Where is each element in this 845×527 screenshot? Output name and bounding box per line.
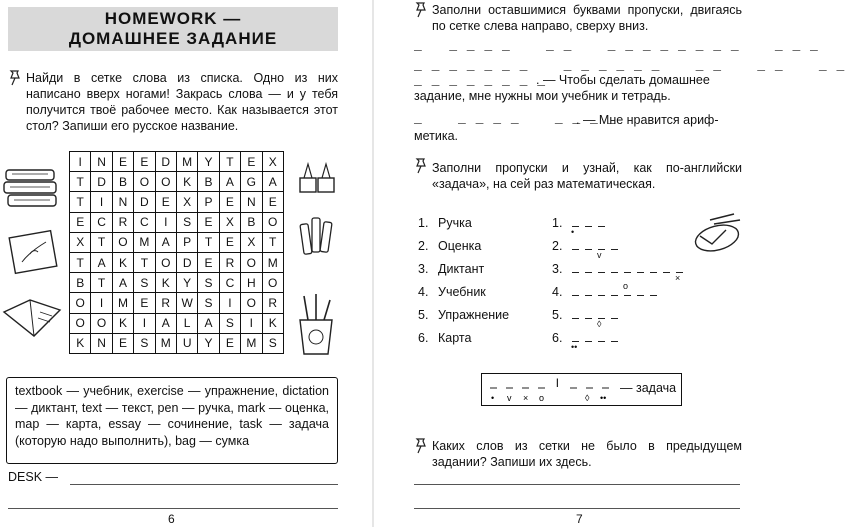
grid-cell[interactable]: N: [112, 192, 133, 212]
grid-cell[interactable]: R: [155, 293, 176, 313]
grid-cell[interactable]: I: [241, 313, 262, 333]
blank-line-3[interactable]: _ _ _ _ _ _ _ _: [414, 73, 547, 88]
task4-answer-line-2[interactable]: [414, 508, 740, 509]
word-number: 1.: [418, 216, 429, 230]
grid-cell[interactable]: X: [176, 192, 197, 212]
answer-row: [552, 281, 629, 299]
task3-instructions: Заполни пропуски и узнай, как по-английски «задача», на сей раз математическая.: [432, 161, 742, 191]
grid-cell[interactable]: O: [241, 252, 262, 272]
letter-slot[interactable]: [675, 264, 683, 283]
grid-cell[interactable]: N: [241, 192, 262, 212]
grid-row: [70, 252, 284, 272]
word-grid: [69, 151, 284, 354]
word-russian: Упражнение: [438, 308, 510, 322]
letter-slot[interactable]: [611, 310, 618, 319]
answer-number: 1.: [552, 216, 563, 230]
books-stack-icon: [2, 166, 62, 216]
word-number: 5.: [418, 308, 429, 322]
letter-slot[interactable]: [585, 310, 592, 319]
grid-cell[interactable]: I: [91, 293, 112, 313]
answer-number: 5.: [552, 308, 563, 322]
grid-row: [70, 333, 284, 353]
answer-row: [552, 262, 681, 283]
grid-cell[interactable]: I: [219, 293, 240, 313]
grid-cell[interactable]: R: [112, 212, 133, 232]
grid-cell[interactable]: W: [176, 293, 197, 313]
grid-cell[interactable]: N: [91, 333, 112, 353]
given-letter: l: [556, 376, 559, 390]
letter-slot[interactable]: [598, 218, 605, 227]
grid-cell[interactable]: Y: [176, 273, 197, 293]
letter-slot[interactable]: [571, 218, 579, 237]
grid-cell[interactable]: L: [176, 313, 197, 333]
grid-cell[interactable]: E: [134, 152, 155, 172]
grid-cell[interactable]: K: [112, 313, 133, 333]
letter-slot[interactable]: [637, 287, 644, 296]
grid-cell[interactable]: I: [91, 192, 112, 212]
grid-cell[interactable]: P: [176, 232, 197, 252]
grid-cell[interactable]: O: [70, 293, 91, 313]
grid-cell[interactable]: K: [155, 273, 176, 293]
answer-slots[interactable]: [572, 310, 624, 329]
grid-cell[interactable]: X: [70, 232, 91, 252]
grid-cell[interactable]: E: [70, 212, 91, 232]
grid-cell[interactable]: I: [155, 212, 176, 232]
grid-cell[interactable]: H: [241, 273, 262, 293]
pencil-case-icon: [690, 210, 744, 256]
grid-cell[interactable]: E: [219, 333, 240, 353]
grid-cell[interactable]: A: [262, 172, 283, 192]
grid-cell[interactable]: K: [112, 252, 133, 272]
letter-slot[interactable]: [637, 264, 644, 273]
answer-number: 6.: [552, 331, 563, 345]
blank-line-2[interactable]: _ _ _ _ _ _ _ _ _ _ _ _ _ _ _ _ _ _ _: [414, 58, 845, 73]
grid-cell[interactable]: K: [176, 172, 197, 192]
desk-label: DESK —: [8, 470, 59, 484]
blank-line-4[interactable]: _ _ _ _ _ _ _ _ _: [414, 111, 617, 126]
grid-cell[interactable]: E: [112, 333, 133, 353]
desk-answer-line-2[interactable]: [8, 508, 338, 509]
pushpin-icon: [414, 2, 428, 18]
answer-number: 2.: [552, 239, 563, 253]
grid-cell[interactable]: O: [241, 293, 262, 313]
binder-clips-icon: [296, 160, 338, 200]
grid-cell[interactable]: P: [198, 192, 219, 212]
grid-cell[interactable]: M: [241, 333, 262, 353]
grid-cell[interactable]: T: [198, 232, 219, 252]
grid-cell[interactable]: K: [262, 313, 283, 333]
slot-mark: o: [623, 281, 629, 291]
grid-row: [70, 232, 284, 252]
sentence2-part-a: . — Мне нравится ариф-: [576, 113, 719, 127]
grid-cell[interactable]: O: [262, 273, 283, 293]
answer-row: [552, 308, 602, 329]
picture-card-icon: [6, 228, 62, 280]
letter-slot[interactable]: [598, 287, 605, 296]
answer-suffix: — задача: [620, 381, 677, 395]
grid-cell[interactable]: C: [91, 212, 112, 232]
grid-cell[interactable]: S: [134, 333, 155, 353]
grid-cell[interactable]: O: [134, 172, 155, 192]
letter-slot[interactable]: [624, 264, 631, 273]
pushpin-icon: [8, 70, 22, 86]
answer-row: [552, 216, 575, 237]
answer-slots[interactable]: [572, 281, 663, 301]
letter-slot[interactable]: [598, 264, 605, 273]
letter-slot[interactable]: [597, 310, 605, 329]
grid-cell[interactable]: Y: [198, 152, 219, 172]
word-number: 3.: [418, 262, 429, 276]
task2-instructions: Заполни оставшимися буквами пропуски, двигаясь по сетке слева направо, сверху вниз.: [432, 3, 742, 33]
grid-cell[interactable]: A: [155, 232, 176, 252]
letter-slot[interactable]: [663, 264, 670, 273]
letter-slot[interactable]: [623, 281, 631, 296]
answer-slots[interactable]: [571, 333, 624, 352]
grid-cell[interactable]: I: [70, 152, 91, 172]
grid-cell[interactable]: E: [198, 252, 219, 272]
left-page: [0, 0, 373, 527]
grid-cell[interactable]: T: [70, 192, 91, 212]
grid-cell[interactable]: D: [176, 252, 197, 272]
letter-slot[interactable]: [585, 264, 592, 273]
grid-cell[interactable]: D: [91, 172, 112, 192]
letter-slot[interactable]: [611, 287, 618, 296]
letter-slot[interactable]: [572, 287, 579, 296]
grid-cell[interactable]: E: [219, 192, 240, 212]
page-number-left: 6: [168, 512, 175, 526]
task4-instructions: Каких слов из сетки не было в предыдущем задании? Запиши их здесь.: [432, 439, 742, 469]
grid-cell[interactable]: S: [198, 293, 219, 313]
grid-cell[interactable]: E: [198, 212, 219, 232]
vocabulary-box: textbook — учебник, exercise — упражнение, dictation — диктант, text — текст, pen — ручка, mark — оценка, map — карта, essay — сочинение, task — задача (которую надо выполнить), bag — сумка: [6, 377, 338, 464]
sentence1-part-b: задание, мне нужны мои учебник и тетрадь.: [414, 89, 671, 103]
word-russian: Карта: [438, 331, 472, 345]
word-russian: Оценка: [438, 239, 482, 253]
symbol-dot: •: [491, 393, 495, 403]
page-number-right: 7: [576, 512, 583, 526]
grid-cell[interactable]: C: [134, 212, 155, 232]
task1-instructions: Найди в сетке слова из списка. Одно из них написано вверх ногами! Закрась слова — и у тебя получится твоё рабочее место. Как называется этот стол? Запиши его русское название.: [26, 71, 338, 133]
title-line-1: HOMEWORK —: [104, 9, 242, 28]
grid-row: [70, 192, 284, 212]
letter-slot[interactable]: [598, 333, 605, 342]
grid-cell[interactable]: D: [155, 152, 176, 172]
word-russian: Ручка: [438, 216, 472, 230]
grid-cell[interactable]: U: [176, 333, 197, 353]
word-number: 6.: [418, 331, 429, 345]
grid-cell[interactable]: E: [241, 152, 262, 172]
grid-cell[interactable]: T: [219, 152, 240, 172]
slot-mark: ••: [571, 342, 578, 352]
title-line-2: ДОМАШНЕЕ ЗАДАНИЕ: [68, 29, 278, 48]
grid-cell[interactable]: T: [91, 273, 112, 293]
letter-slot[interactable]: [585, 287, 592, 296]
letter-slot[interactable]: [572, 310, 579, 319]
grid-cell[interactable]: R: [219, 252, 240, 272]
grid-cell[interactable]: A: [112, 273, 133, 293]
grid-cell[interactable]: M: [134, 232, 155, 252]
grid-cell[interactable]: D: [134, 192, 155, 212]
letter-slot[interactable]: [611, 241, 618, 250]
letter-slot[interactable]: [585, 241, 592, 250]
grid-cell[interactable]: G: [241, 172, 262, 192]
word-russian: Учебник: [438, 285, 486, 299]
grid-cell[interactable]: K: [70, 333, 91, 353]
letter-slot[interactable]: [585, 218, 592, 227]
slot-mark: ◊: [597, 319, 602, 329]
letter-slot[interactable]: [611, 333, 618, 342]
grid-cell[interactable]: O: [91, 313, 112, 333]
grid-cell[interactable]: A: [91, 252, 112, 272]
right-page: [374, 0, 845, 527]
answer-slots[interactable]: [571, 218, 611, 237]
grid-row: [70, 172, 284, 192]
grid-cell[interactable]: T: [91, 232, 112, 252]
grid-row: [70, 212, 284, 232]
grid-cell[interactable]: N: [91, 152, 112, 172]
word-russian: Диктант: [438, 262, 485, 276]
letter-slot[interactable]: [650, 287, 657, 296]
grid-cell[interactable]: S: [176, 212, 197, 232]
grid-cell[interactable]: S: [134, 273, 155, 293]
grid-cell[interactable]: T: [262, 232, 283, 252]
pushpin-icon: [414, 158, 428, 174]
grid-cell[interactable]: E: [112, 152, 133, 172]
grid-cell[interactable]: B: [70, 273, 91, 293]
sentence1-part-a: . — Чтобы сделать домашнее: [536, 73, 710, 87]
grid-row: [70, 313, 284, 333]
grid-cell[interactable]: A: [198, 313, 219, 333]
grid-cell[interactable]: B: [112, 172, 133, 192]
answer-slots[interactable]: [572, 241, 624, 260]
grid-cell[interactable]: X: [219, 212, 240, 232]
symbol-o: o: [539, 393, 545, 403]
grid-cell[interactable]: O: [155, 172, 176, 192]
grid-cell[interactable]: M: [155, 333, 176, 353]
desk-answer-line[interactable]: [70, 484, 338, 485]
grid-cell[interactable]: X: [241, 232, 262, 252]
slot-mark: v: [597, 250, 602, 260]
symbol-dbl: ••: [600, 393, 607, 403]
letter-slot[interactable]: [597, 241, 605, 260]
word-number: 2.: [418, 239, 429, 253]
answer-number: 3.: [552, 262, 563, 276]
grid-cell[interactable]: E: [155, 192, 176, 212]
letter-slot[interactable]: [572, 264, 579, 273]
slot-mark: •: [571, 227, 575, 237]
pencil-cup-icon: [294, 292, 338, 358]
grid-cell[interactable]: A: [155, 313, 176, 333]
answer-slots[interactable]: [572, 264, 689, 283]
grid-cell[interactable]: M: [176, 152, 197, 172]
symbol-x: ×: [523, 393, 529, 403]
symbol-diamond: ◊: [585, 393, 590, 403]
letter-slot[interactable]: [585, 333, 592, 342]
grid-cell[interactable]: I: [134, 313, 155, 333]
letter-slot[interactable]: [572, 241, 579, 250]
open-book-icon: [0, 292, 64, 344]
sentence2-part-b: метика.: [414, 129, 459, 143]
grid-cell[interactable]: T: [134, 252, 155, 272]
grid-cell[interactable]: T: [70, 252, 91, 272]
letter-slot[interactable]: [611, 264, 618, 273]
grid-cell[interactable]: Y: [198, 333, 219, 353]
grid-cell[interactable]: M: [112, 293, 133, 313]
pushpin-icon: [414, 438, 428, 454]
grid-cell[interactable]: A: [219, 172, 240, 192]
grid-cell[interactable]: T: [70, 172, 91, 192]
grid-cell[interactable]: E: [219, 232, 240, 252]
task4-answer-line-1[interactable]: [414, 484, 740, 485]
grid-cell[interactable]: S: [219, 313, 240, 333]
grid-cell[interactable]: O: [112, 232, 133, 252]
title-box: [8, 7, 338, 51]
grid-cell[interactable]: B: [241, 212, 262, 232]
grid-cell[interactable]: C: [219, 273, 240, 293]
grid-row: [70, 152, 284, 172]
answer-number: 4.: [552, 285, 563, 299]
word-number: 4.: [418, 285, 429, 299]
grid-cell[interactable]: O: [155, 252, 176, 272]
markers-icon: [298, 210, 334, 258]
grid-cell[interactable]: B: [198, 172, 219, 192]
answer-row: [552, 331, 578, 352]
grid-cell[interactable]: X: [262, 152, 283, 172]
blank-line-1[interactable]: _ _ _ _ _ _ _ _ _ _ _ _ _ _ _ _ _ _: [414, 38, 819, 53]
grid-cell[interactable]: O: [70, 313, 91, 333]
grid-row: [70, 273, 284, 293]
grid-cell[interactable]: M: [262, 252, 283, 272]
grid-cell[interactable]: R: [262, 293, 283, 313]
symbol-v: v: [507, 393, 512, 403]
letter-slot[interactable]: [571, 333, 579, 352]
grid-cell[interactable]: E: [262, 192, 283, 212]
grid-cell[interactable]: O: [262, 212, 283, 232]
grid-cell[interactable]: S: [198, 273, 219, 293]
answer-row: [552, 239, 602, 260]
grid-cell[interactable]: E: [134, 293, 155, 313]
answer-slots[interactable]: [486, 374, 636, 406]
letter-slot[interactable]: [650, 264, 657, 273]
grid-row: [70, 293, 284, 313]
slot-mark: ×: [675, 273, 681, 283]
grid-cell[interactable]: S: [262, 333, 283, 353]
